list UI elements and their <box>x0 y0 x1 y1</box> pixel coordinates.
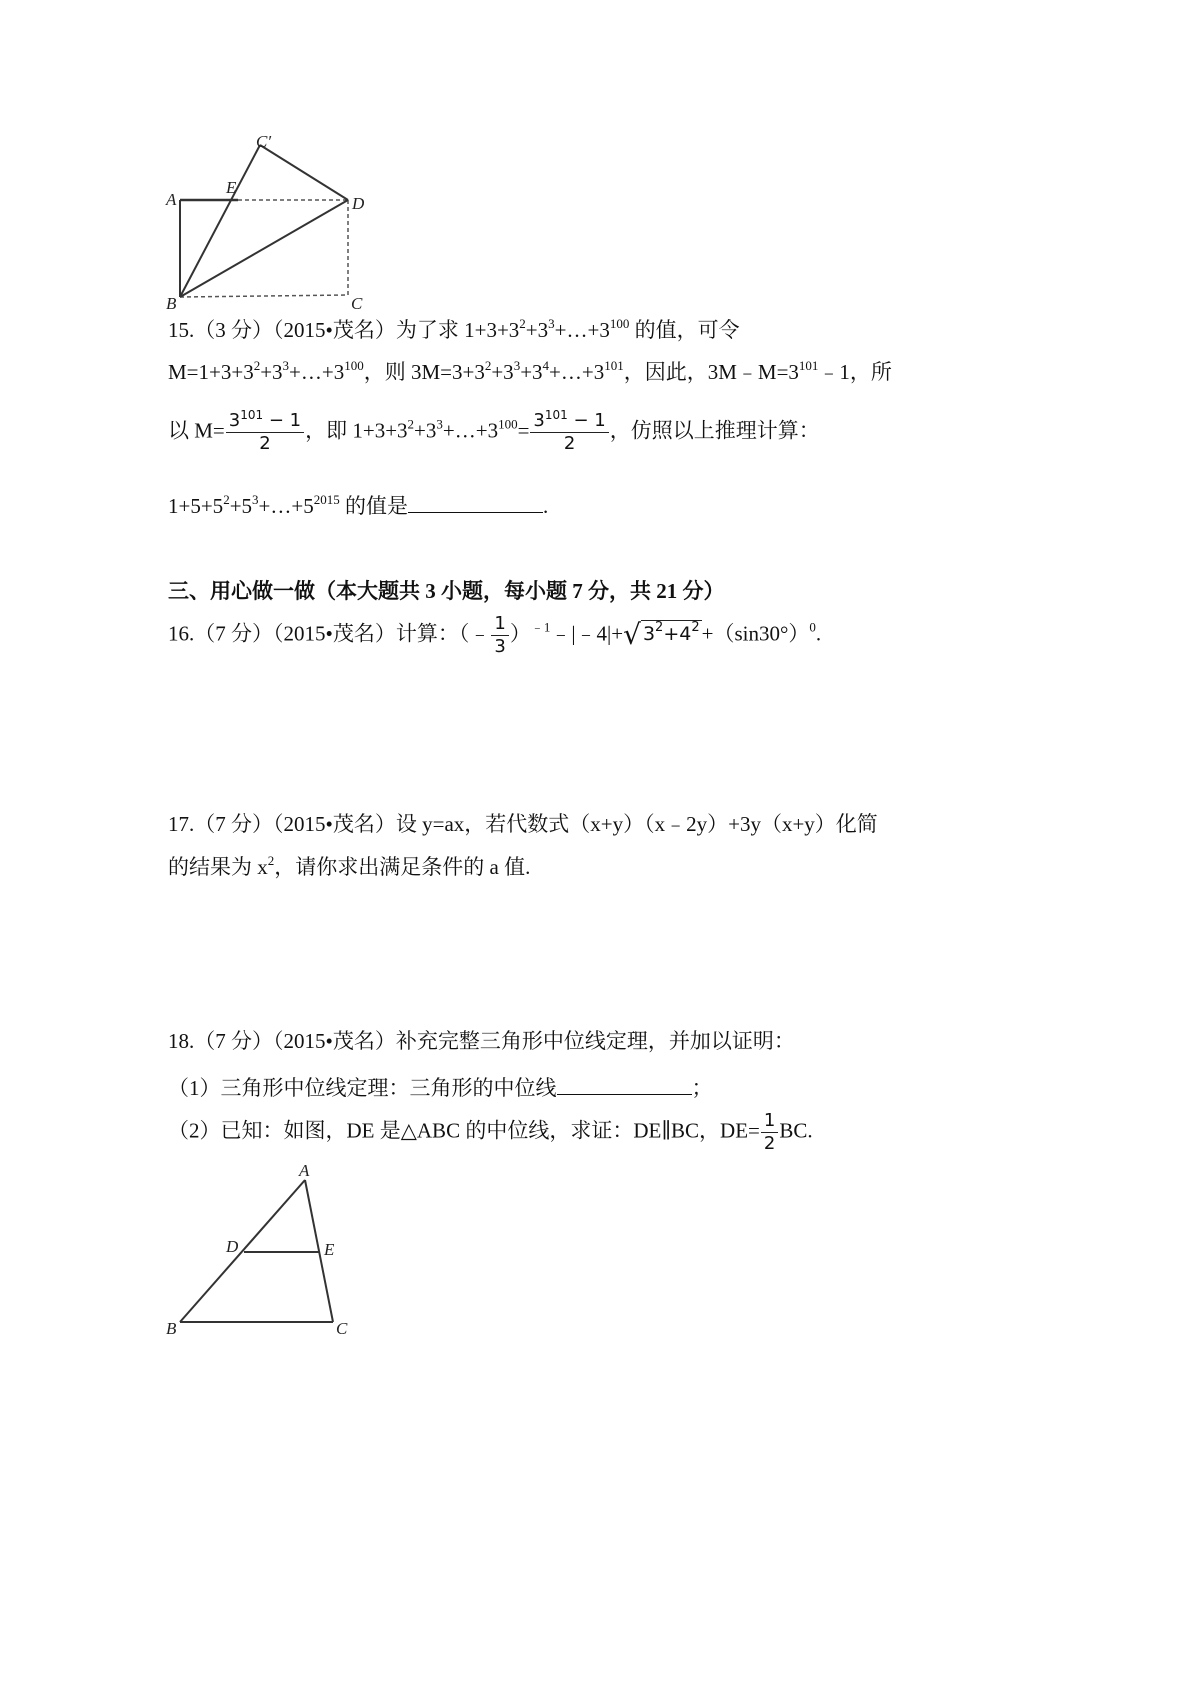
superscript: 3 <box>513 358 521 373</box>
text-run: +4 <box>663 623 692 646</box>
fraction <box>491 615 508 656</box>
text-run: +3 <box>414 418 437 443</box>
label-E: E <box>324 1240 335 1259</box>
superscript: 100 <box>498 416 518 432</box>
label-A: A <box>166 190 177 209</box>
label-D: D <box>352 194 365 213</box>
fraction <box>761 1112 778 1153</box>
text-run: 的值是 <box>339 494 408 518</box>
q17-line1 <box>168 814 878 835</box>
superscript: 2 <box>267 853 275 868</box>
superscript: 4 <box>542 358 550 373</box>
text-run: 3 <box>533 410 545 431</box>
superscript: 3 <box>252 492 259 507</box>
q15-line3 <box>168 408 820 454</box>
superscript: 2 <box>691 620 700 636</box>
label-E: E <box>226 178 237 197</box>
text-run: . <box>542 494 549 518</box>
text-run: ，即 1+3+3 <box>305 418 408 443</box>
text-run: ，则 3M=3+3 <box>363 360 485 384</box>
label-D: D <box>226 1237 239 1256</box>
text-run: +5 <box>229 494 253 518</box>
text-run: 的值，可令 <box>629 318 740 342</box>
superscript: 2 <box>407 416 415 432</box>
segment-BC-dashed <box>180 295 348 297</box>
q18-line2 <box>168 1076 713 1099</box>
text-run: 18.（7 分）（2015•茂名）补充完整三角形中位线定理，并加以证明： <box>168 1029 795 1053</box>
q18-line1 <box>168 1031 795 1052</box>
q16-line1 <box>168 615 821 656</box>
numerator <box>226 408 304 433</box>
text-run: （1）三角形中位线定理：三角形的中位线 <box>168 1076 557 1100</box>
radical-sign: √ <box>623 618 641 652</box>
text-run: 2 <box>563 433 576 454</box>
fraction <box>226 408 304 454</box>
superscript: 101 <box>544 408 568 422</box>
label-B: B <box>166 294 177 313</box>
superscript: 101 <box>240 408 264 422</box>
q15-line2 <box>168 358 892 384</box>
text-run: +3 <box>260 360 283 384</box>
superscript: 2015 <box>313 492 340 507</box>
superscript: 100 <box>609 316 630 331</box>
superscript: 101 <box>604 358 624 373</box>
q18-line3 <box>168 1112 813 1153</box>
text-run: 16.（7 分）（2015•茂名）计算：（﹣ <box>168 621 491 646</box>
text-run: 2 <box>763 1133 776 1154</box>
superscript: 3 <box>548 316 555 331</box>
text-run: +…+3 <box>289 360 345 384</box>
superscript: 100 <box>344 358 364 373</box>
q17-line2 <box>168 853 531 879</box>
radicand <box>641 620 702 645</box>
superscript: 2 <box>655 620 664 636</box>
superscript: 3 <box>282 358 290 373</box>
denominator <box>530 433 608 453</box>
text-run: ，仿照以上推理计算： <box>609 418 820 443</box>
text-run: ，因此，3M﹣M=3 <box>623 360 799 384</box>
text-run: +…+3 <box>549 360 605 384</box>
text-run: M=1+3+3 <box>168 360 254 384</box>
superscript: 101 <box>798 358 819 373</box>
text-run: ） <box>509 621 531 646</box>
section-heading: 三、用心做一做（本大题共 3 小题，每小题 7 分，共 21 分） <box>168 579 725 603</box>
text-run: 3 <box>494 636 506 657</box>
figure-folded-rectangle <box>160 125 390 315</box>
label-C: C <box>336 1319 348 1338</box>
label-C: C <box>351 294 363 313</box>
text-run: BC. <box>779 1118 813 1143</box>
numerator <box>491 615 508 636</box>
text-run: （2）已知：如图，DE 是△ABC 的中位线，求证：DE∥BC，DE= <box>168 1118 760 1143</box>
superscript: 3 <box>436 416 443 432</box>
superscript: ﹣1 <box>530 619 551 635</box>
figure-triangle-midline <box>160 1160 370 1350</box>
text-run: +（sin30°） <box>701 621 810 646</box>
superscript: 2 <box>223 492 230 507</box>
text-run: . <box>815 621 822 646</box>
text-run: 1 <box>494 613 506 634</box>
text-run: − 1 <box>263 410 302 431</box>
text-run: ﹣|﹣4|+ <box>550 621 624 646</box>
answer-blank <box>408 494 543 513</box>
denominator <box>491 636 508 656</box>
denominator <box>226 433 304 453</box>
text-run: 2 <box>259 433 271 454</box>
answer-blank <box>557 1076 692 1095</box>
text-run: +…+5 <box>258 494 314 518</box>
text-run: +3 <box>491 360 514 384</box>
text-run: 的结果为 x <box>168 855 268 879</box>
superscript: 2 <box>253 358 261 373</box>
text-run: 1+5+5 <box>168 494 224 518</box>
text-run: = <box>517 418 530 443</box>
square-root <box>623 618 702 652</box>
text-run: 3 <box>642 623 656 646</box>
label-B: B <box>166 1319 177 1338</box>
text-run: ； <box>691 1076 713 1100</box>
text-run: 15.（3 分）（2015•茂名）为了求 1+3+3 <box>168 318 520 342</box>
label-C-prime: C′ <box>256 132 272 151</box>
q15-line1 <box>168 316 740 342</box>
text-run: 1 <box>763 1110 776 1131</box>
label-A: A <box>299 1161 310 1180</box>
numerator <box>530 408 608 433</box>
fraction <box>530 408 608 454</box>
q15-line4 <box>168 494 548 517</box>
text-run: +…+3 <box>554 318 610 342</box>
superscript: 0 <box>809 619 816 635</box>
text-run: +3 <box>520 360 543 384</box>
text-run: +3 <box>525 318 549 342</box>
numerator <box>761 1112 778 1133</box>
text-run: +…+3 <box>442 418 499 443</box>
superscript: 2 <box>519 316 526 331</box>
text-run: ，请你求出满足条件的 a 值. <box>274 855 531 879</box>
superscript: 2 <box>484 358 492 373</box>
segment-C1D <box>260 145 348 200</box>
text-run: 17.（7 分）（2015•茂名）设 y=ax，若代数式（x+y）（x﹣2y）+3y（x+y）化简 <box>168 812 878 836</box>
text-run: − 1 <box>567 410 606 431</box>
denominator <box>761 1133 778 1153</box>
text-run: 以 M= <box>168 418 225 443</box>
text-run: 3 <box>228 410 241 431</box>
text-run: ﹣1，所 <box>818 360 892 384</box>
